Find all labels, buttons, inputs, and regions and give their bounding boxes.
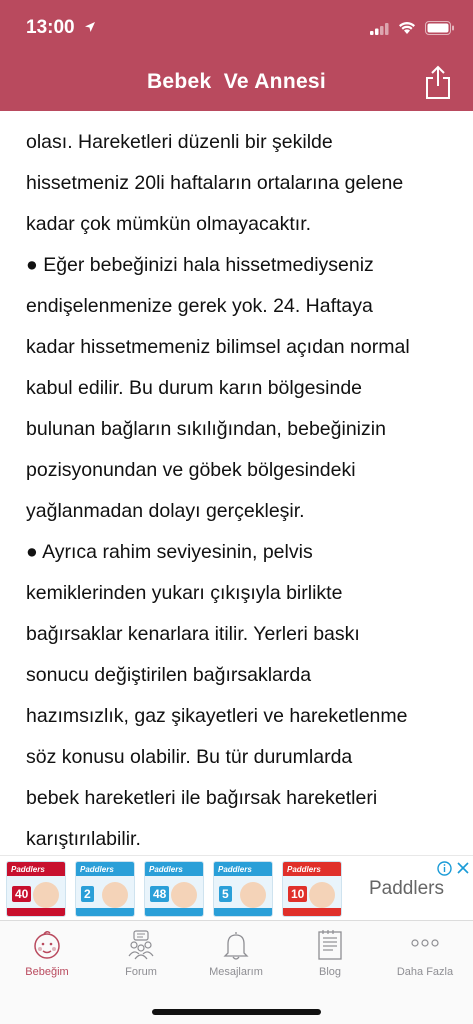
article-line: kadar hissetmemeniz bilimsel açıdan normal — [26, 336, 410, 358]
pack-logo: Paddlers — [287, 865, 321, 874]
ad-close-icon[interactable] — [456, 861, 470, 875]
pack-bottom-band — [145, 908, 203, 916]
article-line: ● Ayrıca rahim seviyesinin, pelvis — [26, 541, 313, 563]
ad-info-icon[interactable] — [437, 861, 452, 876]
pack-size: 5 — [219, 886, 232, 902]
article-line: olası. Hareketleri düzenli bir şekilde — [26, 131, 333, 153]
pack-baby-image — [171, 882, 197, 908]
pack-size: 40 — [12, 886, 31, 902]
tab-forum[interactable] — [94, 921, 188, 991]
ad-product-pack[interactable] — [144, 861, 204, 917]
forum-people-icon — [126, 929, 156, 961]
pack-bottom-band — [214, 908, 272, 916]
pack-logo: Paddlers — [218, 865, 252, 874]
tab-label: Forum — [125, 966, 157, 978]
notebook-icon — [315, 929, 345, 961]
article-line: yağlanmadan dolayı gerçekleşir. — [26, 500, 305, 522]
pack-logo: Paddlers — [149, 865, 183, 874]
tab-blog[interactable] — [283, 921, 377, 991]
pack-size: 10 — [288, 886, 307, 902]
article-line: hazımsızlık, gaz şikayetleri ve hareketlenme — [26, 705, 408, 727]
ad-product-pack[interactable] — [282, 861, 342, 917]
article-line: bebek hareketleri ile bağırsak hareketleri — [26, 787, 378, 809]
pack-baby-image — [33, 882, 59, 908]
article-line: pozisyonundan ve göbek bölgesindeki — [26, 459, 356, 481]
ad-product-pack[interactable] — [6, 861, 66, 917]
pack-bottom-band — [7, 908, 65, 916]
article-line: sonucu değiştirilen bağırsaklarda — [26, 664, 312, 686]
status-bar — [0, 0, 473, 56]
article-content[interactable] — [0, 111, 473, 855]
article-line: bağırsaklar kenarlara itilir. Yerleri baskı — [26, 623, 360, 645]
pack-logo: Paddlers — [11, 865, 45, 874]
ad-brand-name[interactable]: Paddlers — [369, 878, 444, 899]
ad-product-pack[interactable] — [213, 861, 273, 917]
tab-label: Daha Fazla — [396, 966, 454, 978]
ad-banner[interactable] — [0, 855, 473, 920]
home-indicator[interactable] — [152, 1009, 321, 1015]
pack-size: 48 — [150, 886, 169, 902]
pack-baby-image — [309, 882, 335, 908]
article-line: endişelenmenize gerek yok. 24. Haftaya — [26, 295, 373, 317]
article-line: bulunan bağların sıkılığından, bebeğinizin — [26, 418, 386, 440]
article-line: ● Eğer bebeğinizi hala hissetmediyseniz — [26, 254, 374, 276]
tab-mesajlarim[interactable] — [189, 921, 283, 991]
pack-logo: Paddlers — [80, 865, 114, 874]
article-text — [26, 122, 458, 855]
wifi-icon — [398, 21, 416, 35]
tab-daha-fazla[interactable] — [378, 921, 472, 991]
battery-icon — [425, 21, 455, 35]
app-title: Bebek Ve Annesi — [146, 70, 327, 93]
tab-label: Blog — [318, 966, 342, 978]
article-line: söz konusu olabilir. Bu tür durumlarda — [26, 746, 353, 768]
share-icon[interactable] — [424, 64, 452, 100]
pack-baby-image — [240, 882, 266, 908]
tab-label: Bebeğim — [25, 966, 69, 978]
article-line: kemiklerinden yukarı çıkışıyla birlikte — [26, 582, 343, 604]
cellular-signal-icon — [370, 23, 390, 35]
location-arrow-icon — [84, 21, 96, 33]
article-line: kadar çok mümkün olmayacaktır. — [26, 213, 312, 235]
app-header — [0, 0, 473, 111]
tab-label: Mesajlarım — [209, 966, 263, 978]
baby-face-icon — [32, 929, 62, 961]
ad-product-pack[interactable] — [75, 861, 135, 917]
more-dots-icon — [410, 929, 440, 961]
pack-baby-image — [102, 882, 128, 908]
pack-bottom-band — [283, 908, 341, 916]
article-line: karıştırılabilir. — [26, 828, 141, 850]
tab-bebegim[interactable] — [0, 921, 94, 991]
pack-bottom-band — [76, 908, 134, 916]
article-line: kabul edilir. Bu durum karın bölgesinde — [26, 377, 363, 399]
status-time: 13:00 — [26, 17, 75, 38]
article-line: hissetmeniz 20li haftaların ortalarına gelene — [26, 172, 404, 194]
pack-size: 2 — [81, 886, 94, 902]
bell-icon — [221, 929, 251, 961]
